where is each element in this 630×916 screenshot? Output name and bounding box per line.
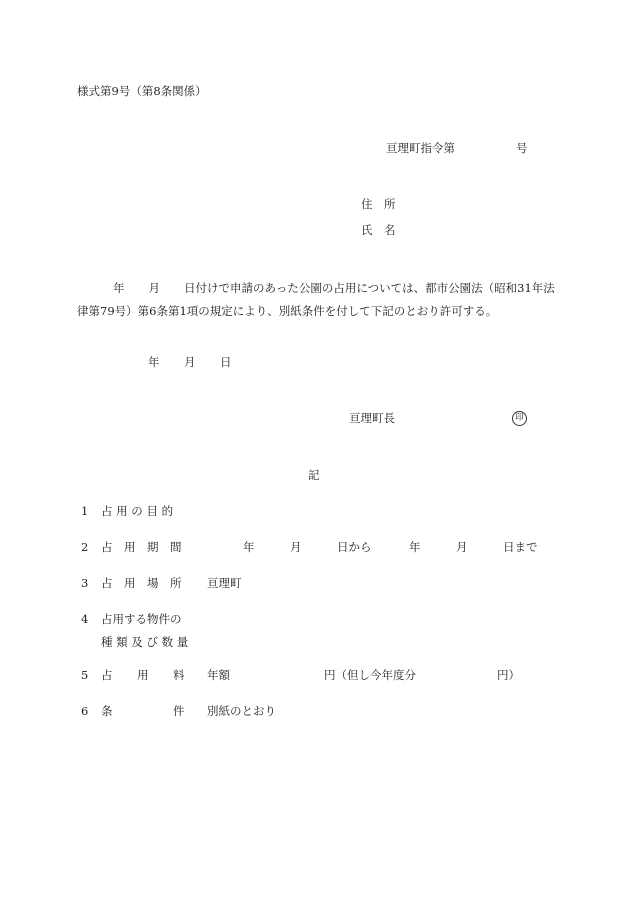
form-id: 様式第9号（第8条関係） — [77, 84, 207, 98]
item-2-from-month: 月 — [290, 540, 302, 554]
item-4-number: 4 — [81, 612, 89, 626]
issuer-title: 亘理町長 — [349, 411, 395, 425]
permit-number-suffix: 号 — [516, 141, 528, 155]
item-2-to-month: 月 — [456, 540, 468, 554]
item-6-label-char1: 条 — [101, 704, 113, 718]
item-5-yen-2: 円） — [497, 668, 520, 682]
item-3-number: 3 — [81, 576, 89, 590]
item-4-label-line1: 占用する物件の — [101, 612, 182, 626]
item-6-label-char2: 件 — [173, 704, 185, 718]
item-3-label: 占 用 場 所 — [101, 576, 182, 590]
permit-number-prefix: 亘理町指令第 — [386, 141, 455, 155]
item-2-label: 占 用 期 間 — [101, 540, 182, 554]
name-label: 氏 名 — [361, 223, 396, 237]
item-3-value: 亘理町 — [207, 576, 242, 590]
item-1-number: 1 — [81, 504, 89, 518]
seal-icon: 印 — [512, 411, 527, 426]
body-month: 月 — [148, 281, 160, 295]
item-5-label-char1: 占 — [101, 668, 113, 682]
body-year: 年 — [113, 281, 125, 295]
item-6-value: 別紙のとおり — [207, 704, 276, 718]
item-5-number: 5 — [81, 668, 89, 682]
address-label: 住 所 — [361, 197, 396, 211]
item-2-to-year: 年 — [409, 540, 421, 554]
item-1-label: 占 用 の 目 的 — [101, 504, 174, 518]
date-month: 月 — [184, 355, 196, 369]
date-year: 年 — [148, 355, 160, 369]
item-5-label-char2: 用 — [137, 668, 149, 682]
item-4-label-line2: 種 類 及 び 数 量 — [101, 635, 189, 649]
ki-heading: 記 — [308, 468, 320, 482]
item-2-from-year: 年 — [243, 540, 255, 554]
item-5-yen-1: 円（但し今年度分 — [324, 668, 416, 682]
item-5-annual: 年額 — [207, 668, 230, 682]
date-day: 日 — [220, 355, 232, 369]
item-6-number: 6 — [81, 704, 89, 718]
item-2-from-day: 日から — [337, 540, 372, 554]
item-5-label-char3: 料 — [173, 668, 185, 682]
body-text: 日付けで申請のあった公園の占用については、都市公園法（昭和31年法律第79号）第6条第1項の規定により、別紙条件を付して下記のとおり許可する。 — [77, 281, 555, 318]
item-2-to-day: 日まで — [503, 540, 538, 554]
item-2-number: 2 — [81, 540, 89, 554]
body-paragraph — [77, 277, 557, 323]
